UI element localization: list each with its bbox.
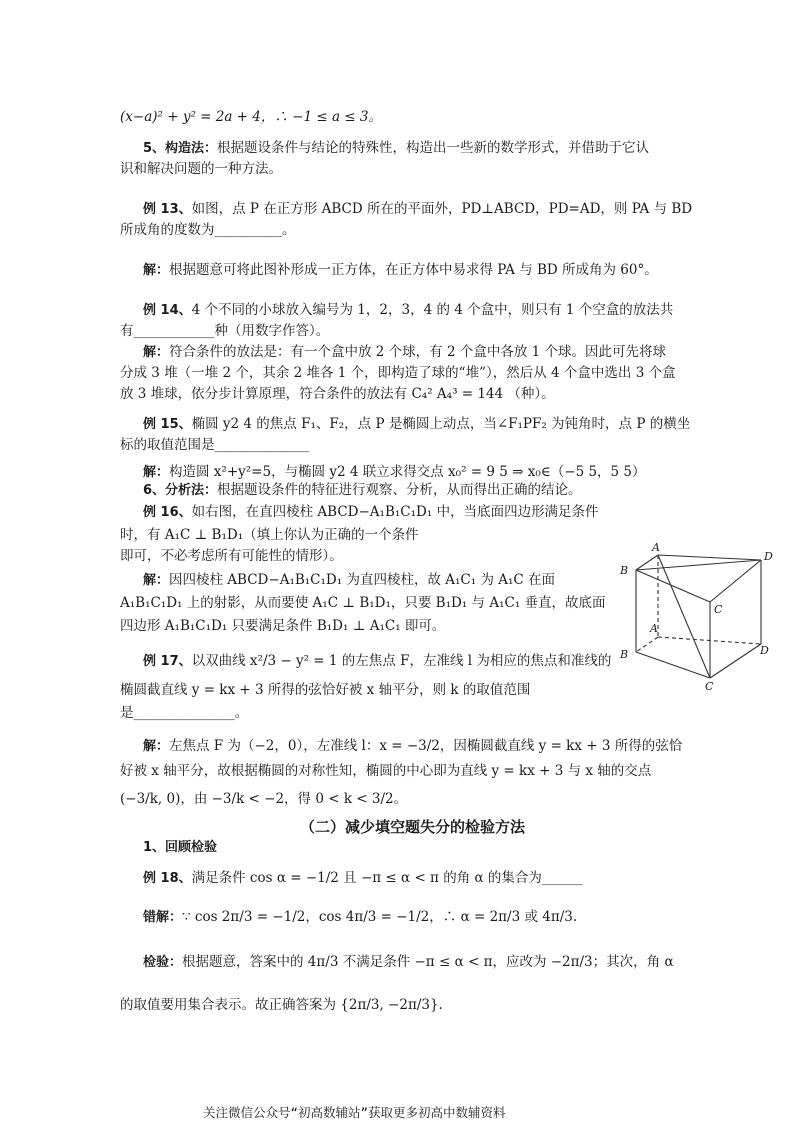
text-line: 解：构造圆 x²+y²=5，与椭圆 y2 4 联立求得交点 x₀² = 9 5 ⇒ x₀∈（−5 5，5 5） xyxy=(143,464,646,480)
prism-edge xyxy=(636,555,658,570)
text-line: (−3/k, 0)，由 −3/k < −2，得 0 < k < 3/2。 xyxy=(120,791,408,807)
prism-edge xyxy=(710,644,761,678)
text-line: A₁B₁C₁D₁ 上的射影，从而要使 A₁C ⊥ B₁D₁，只要 B₁D₁ 与 A₁C₁ 垂直，故底面 xyxy=(120,595,606,611)
text-line: 的取值要用集合表示。故正确答案为 {2π/3, −2π/3}. xyxy=(120,997,443,1013)
diagonal-a1c xyxy=(658,555,710,678)
text-line: 5、构造法：根据题设条件与结论的特殊性，构造出一些新的数学形式，并借助于它认 xyxy=(143,140,650,156)
text-line: 四边形 A₁B₁C₁D₁ 只要满足条件 B₁D₁ ⊥ A₁C₁ 即可。 xyxy=(120,618,446,634)
vertex-label: C xyxy=(714,603,723,616)
text-line: 例 17、以双曲线 x²/3 − y² = 1 的左焦点 F，左准线 l 为相应的焦点和准线的 xyxy=(143,653,612,669)
text-line: 椭圆截直线 y = kx + 3 所得的弦恰好被 x 轴平分，则 k 的取值范围 xyxy=(120,682,531,698)
text-line: 放 3 堆球，依分步计算原理，符合条件的放法有 C₄² A₄³ = 144 （种）。 xyxy=(120,386,555,402)
vertex-label: B xyxy=(620,648,629,661)
text-line: 解：根据题意可将此图补形成一正方体，在正方体中易求得 PA 与 BD 所成角为 60°。 xyxy=(143,262,658,278)
text-line: 时，有 A₁C ⊥ B₁D₁（填上你认为正确的一个条件 xyxy=(120,527,419,543)
hidden-edge xyxy=(636,637,658,652)
page-footer: 关注微信公众号“初高数辅站”获取更多初高中数辅资料 xyxy=(203,1105,506,1120)
prism-edge xyxy=(636,570,710,602)
prism-edge xyxy=(636,560,761,570)
prism-edge xyxy=(710,560,761,602)
text-line: 例 15、椭圆 y2 4 的焦点 F₁、F₂，点 P 是椭圆上动点，当∠F₁PF₂ 为钝角时，点 P 的横坐 xyxy=(143,416,691,432)
text-line: 分成 3 堆（一堆 2 个，其余 2 堆各 1 个，即构造了球的“堆”），然后从 4 个盒中选出 3 个盒 xyxy=(120,365,676,381)
text-line: 例 16、如右图，在直四棱柱 ABCD−A₁B₁C₁D₁ 中，当底面四边形满足条件 xyxy=(143,504,599,520)
text-line: 解：因四棱柱 ABCD−A₁B₁C₁D₁ 为直四棱柱，故 A₁C₁ 为 A₁C 在面 xyxy=(143,572,556,588)
vertex-label: D xyxy=(764,550,773,563)
text-line: 所成角的度数为__________。 xyxy=(120,222,296,238)
text-line: 例 18、满足条件 cos α = −1/2 且 −π ≤ α < π 的角 α 的集合为______ xyxy=(143,870,583,886)
text-line: 1、回顾检验 xyxy=(143,840,218,855)
text-line: 例 14、4 个不同的小球放入编号为 1，2，3，4 的 4 个盒中，则只有 1 个空盒的放法共 xyxy=(143,302,674,318)
text-line: (x−a)² + y² = 2a + 4，∴ −1 ≤ a ≤ 3。 xyxy=(120,109,382,125)
text-line: 6、分析法：根据题设条件的特征进行观察、分析，从而得出正确的结论。 xyxy=(143,482,582,498)
prism-figure xyxy=(606,540,786,695)
section-heading: （二）减少填空题失分的检验方法 xyxy=(300,818,526,836)
text-line: 识和解决问题的一种方法。 xyxy=(120,161,282,177)
vertex-label: A xyxy=(650,622,658,635)
text-line: 有____________种（用数字作答）。 xyxy=(120,323,330,339)
vertex-label: D xyxy=(760,644,769,657)
text-line: 标的取值范围是______________ xyxy=(120,437,309,453)
vertex-label: B xyxy=(620,564,629,577)
text-line: 例 13、如图，点 P 在正方形 ABCD 所在的平面外，PD⊥ABCD，PD=AD，则 PA 与 BD xyxy=(143,201,693,217)
text-line: 错解：∵ cos 2π/3 = −1/2，cos 4π/3 = −1/2，∴ α = 2π/3 或 4π/3. xyxy=(143,909,578,925)
text-line: 好被 x 轴平分，故根据椭圆的对称性知，椭圆的中心即为直线 y = kx + 3 与 x 轴的交点 xyxy=(120,763,652,779)
vertex-label: C xyxy=(705,680,714,693)
prism-edge xyxy=(658,555,761,560)
text-line: 检验：根据题意，答案中的 4π/3 不满足条件 −π ≤ α < π，应改为 −2π/3；其次，角 α xyxy=(143,954,674,970)
text-line: 解：符合条件的放法是：有一个盒中放 2 个球，有 2 个盒中各放 1 个球。因此可先将球 xyxy=(143,344,667,360)
text-line: 解：左焦点 F 为（−2，0），左准线 l：x = −3/2，因椭圆截直线 y = kx + 3 所得的弦恰 xyxy=(143,738,683,754)
text-line: 是_______________。 xyxy=(120,705,249,721)
text-line: 即可，不必考虑所有可能性的情形）。 xyxy=(120,548,343,564)
vertex-label: A xyxy=(652,541,660,554)
prism-edge xyxy=(636,652,710,678)
